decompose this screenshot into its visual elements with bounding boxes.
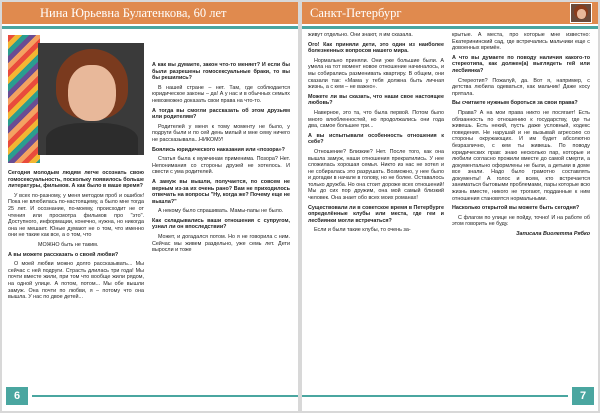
left-header-band: [2, 2, 298, 24]
right-column-2: [452, 32, 590, 382]
paragraph: МОЖНО быть не таким.: [38, 241, 99, 248]
paragraph: А вы можете рассказать о своей любви?: [8, 251, 119, 258]
decorative-stripes: [8, 35, 40, 163]
right-page-title: Санкт-Петербург: [310, 6, 402, 20]
paragraph: Ого! Как приняли дети, это один из наиболее болезненных вопросов нашего мира.: [308, 41, 444, 55]
paragraph: У всех по-разному, у меня методом проб и ошибок! Пока не влюбилась по-настоящему, а было мне тогда 25 лет. И осознание, по-моему, происходит не от чтения или просмотра фильмов про "это". Доступного, информации, конечно, нужна, но никогда она не мешает. Юные думают не о том, что именно они не такие как все, а о том, что: [8, 192, 144, 239]
paragraph: Родителей у меня к тому моменту не было, у подруги были и по сей день милый и мне сему ничего не рассказывала...НИКОМУ!: [152, 123, 290, 143]
interview-photo: [8, 35, 144, 163]
left-divider: [2, 26, 298, 29]
paragraph: А что вы думаете по поводу наличия какого-то стереотипа, как должен(а) выглядеть гей или лесбиянка?: [452, 54, 590, 74]
paragraph: Нормально приняли. Они уже большие были. А умела на тот момент новое отношение начиналось, и мы собирались разменивать квартиру. В общем, они сказали так: «Мама у тебя должна быть личная жизнь, а с кем – не важно».: [308, 57, 444, 91]
paragraph: крытые. А места, про которые мне известно: Екатерининский сад, где встречались мальчики еще с довоенных времён.: [452, 32, 590, 52]
paragraph: Права? А на мои права никто не посягает! Есть обязанность по отношению к государству, где ты живешь. Есть некий, пусть даже условный, кодекс поведения. Не нарушай и не вызывай агрессию со стороны окружающих. И им будет абсолютно безразлично, с кем ты живешь. По поводу юридических прав: знаю несколько пар, которые и любили согласно прожили вместе до самой смерти, а документально оформлены не были, а детьми в доме все знали. Надо было грамотно составлять документы! А голос и всем, кто встречается заниматься бытовыми проблемами, пары которые всю жизнь вместе, никого не трогают, подданные к ним отношения становятся нормальными.: [452, 109, 590, 202]
portrait-thumbnail: [570, 3, 592, 23]
paragraph: Отношение? Близкие? Нет. После того, как она вышла замуж, наши отношения прекратились. У нее сложилась хорошая семья. Никто из нас не хотел и не собиралась это разрушать. Возможно, у нее было и догадки в начале в голову, но не более. Оставалось только дружба. Но она стоит дороже всех отношений! Мы до сих пор дружим, она мой самый близкий человек. Она знает обо всех моих романах!: [308, 148, 444, 202]
paragraph: живут отдельно. Они знают, я им сказала.: [308, 32, 413, 38]
right-divider: [302, 26, 598, 29]
paragraph: А некому было спрашивать. Мамы-папы не было.: [158, 208, 284, 215]
paragraph: А тогда вы смогли рассказать об этом друзьям или родителям?: [152, 107, 290, 121]
paragraph: Боялись юридического наказания или «позора»?: [152, 146, 285, 153]
left-column-1: [8, 170, 144, 380]
left-footer-line: [32, 395, 298, 397]
paragraph: Может, и догадался потом. Но я не говорила с ним. Сейчас мы живем раздельно, уже семь лет. Дети выросли и тоже: [152, 234, 290, 254]
paragraph: С флагом по улице не пойду, точно! И на работе об этом говорить не буду.: [452, 214, 590, 228]
paragraph: Насколько открытой вы можете быть сегодня?: [452, 205, 580, 212]
paragraph: А как вы думаете, закон что-то меняет? И если бы были разрешены гомосексуальные браки, то вы бы решились?: [152, 62, 290, 82]
paragraph: Стереотип? Пожалуй, да. Вот я, например, с детства любила одеваться, как мальчик! Даже косу прятала.: [452, 77, 590, 97]
right-footer-line: [302, 395, 568, 397]
left-page-number: 6: [6, 387, 28, 405]
left-page-title: Нина Юрьевна Булатенкова, 60 лет: [40, 6, 227, 20]
right-page-number: 7: [572, 387, 594, 405]
paragraph: Можете ли вы сказать, что наши свое настоящее любовь?: [308, 93, 444, 107]
author-signature: Записала Виолетта Рябко: [516, 231, 590, 238]
left-column-2: [152, 62, 290, 382]
right-column-1: [308, 32, 444, 382]
paragraph: А вы испытывали особенность отношения к себе?: [308, 132, 444, 146]
paragraph: Существовали ли в советское время в Петербурге определённые клубы или места, где геи и лесбиянки могли встречаться?: [308, 204, 444, 224]
paragraph: В нашей стране – нет. Там, где соблюдается юридическое законы – да! А у нас и в обычных семьях невозможно доказать свои права на что-то.: [152, 84, 290, 104]
portrait-image: [38, 43, 144, 155]
left-page: [2, 2, 298, 411]
paragraph: Статья была к мужчинам применима. Позора? Нет. Непонимания со стороны друзей не хотелось. И свести с ума родителей.: [152, 156, 290, 176]
paragraph: Вы считаете нужным бороться за свои права?: [452, 100, 578, 107]
paragraph: О моей любви можно долго рассказывать... Мы сейчас с ней подруги. Страсть длилась три года! Мы почти вместе жили, при том что вообще жили рядом, на одной улице. А потом, потом... Мы обе вышли замуж. Она почти по любви, я – потому что она вышла. У нас по двое детей...: [8, 261, 144, 301]
right-page: [302, 2, 598, 411]
paragraph: Сегодня молодым людям легче осознать свою гомосексуальность, поскольку появилось больше литературы, фильмов. А как было в ваше время?: [8, 170, 144, 190]
paragraph: Как складывались ваши отношения с супругом, узнал ли он впоследствии?: [152, 217, 290, 231]
paragraph: Наверное, это та, что была первой. Потом было много влюбленностей, но продолжались они года два, самое большее три...: [308, 109, 444, 130]
paragraph: А замуж вы вышли, получается, по совсем не верным из-за их очень рано? Вам не приходилось отвечать на вопросы "Ну, когда же? Почему еще не вышла?": [152, 178, 290, 205]
paragraph: Если и были такие клубы, то очень за-: [314, 227, 411, 234]
right-header-band: [302, 2, 598, 24]
